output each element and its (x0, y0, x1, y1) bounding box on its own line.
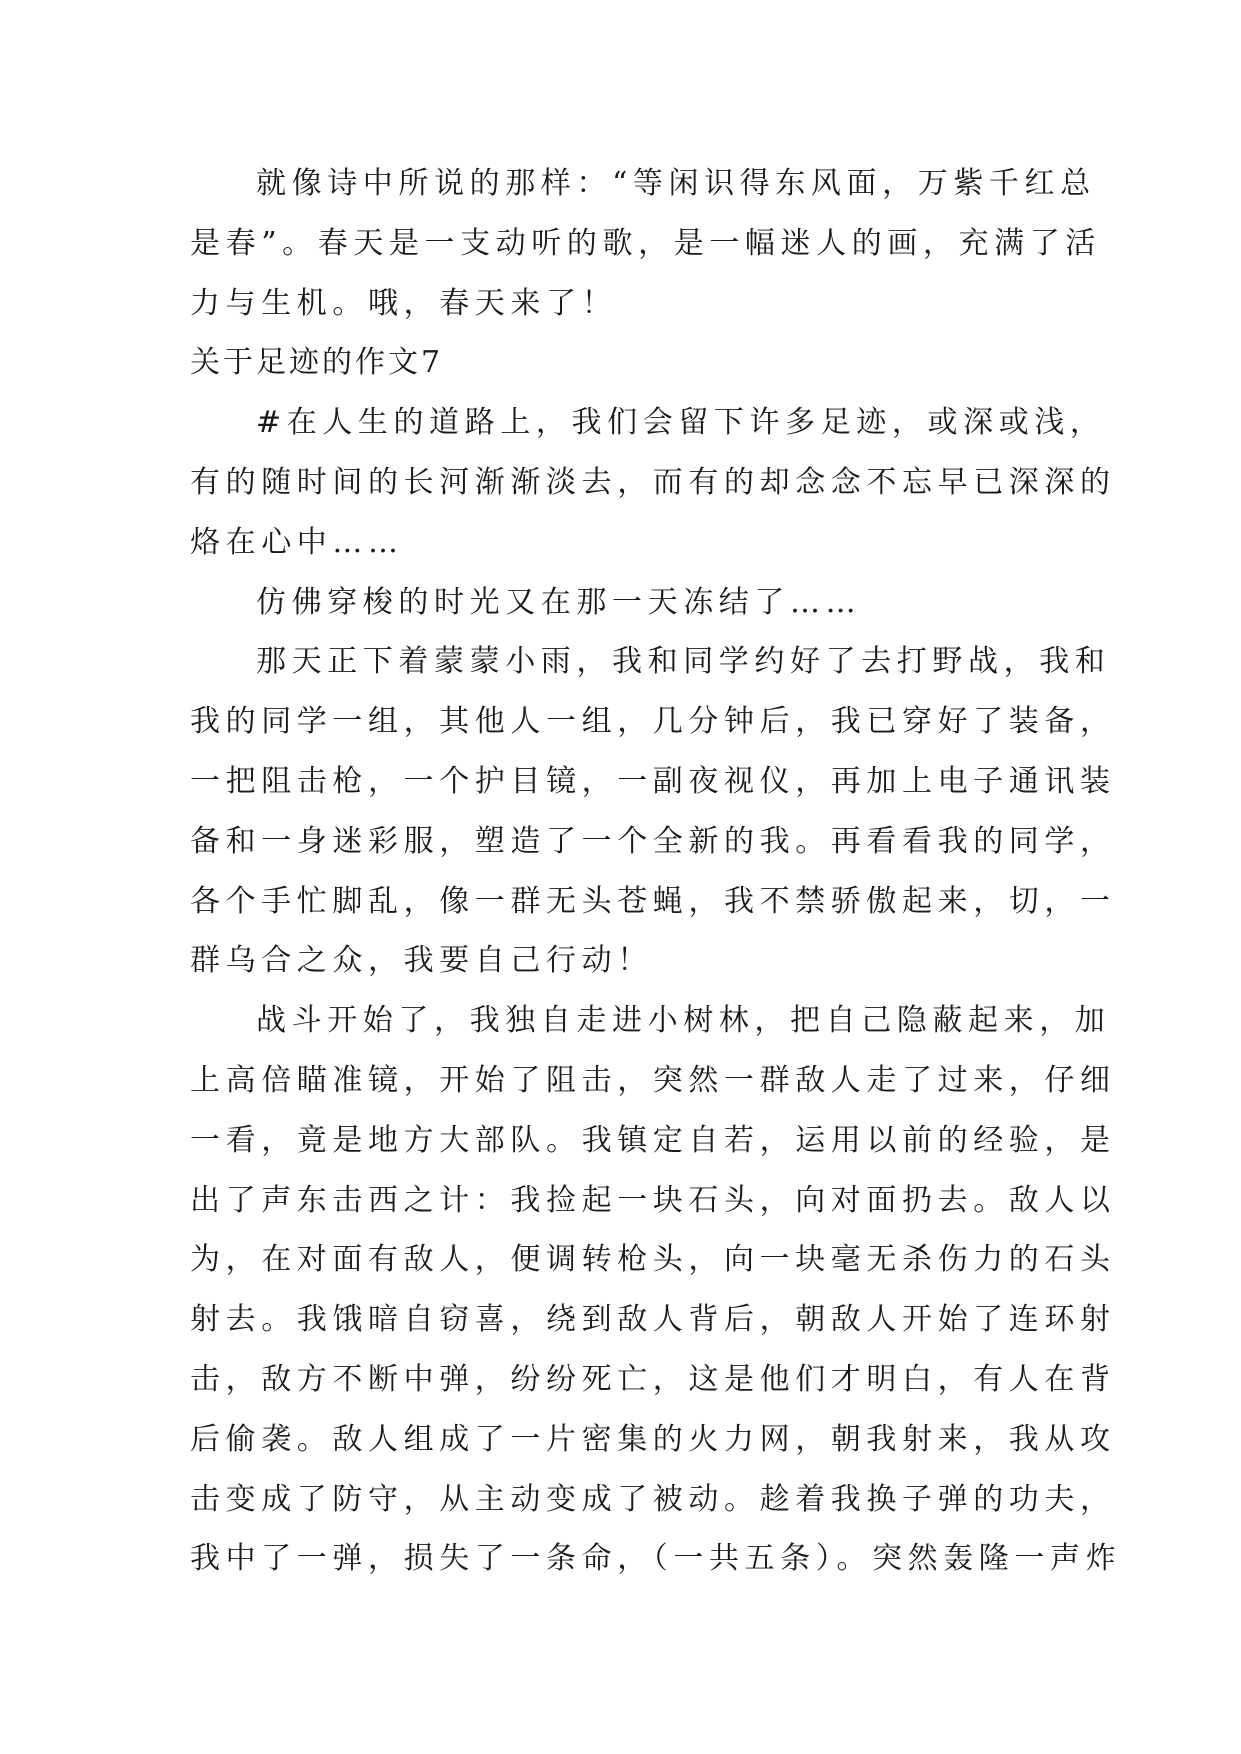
paragraph-line: 群乌合之众，我要自己行动！ (190, 943, 653, 979)
paragraph-line: 备和一身迷彩服，塑造了一个全新的我。再看看我的同学， (190, 823, 1116, 859)
paragraph-line: 就像诗中所说的那样：“等闲识得东风面，万紫千红总 (256, 166, 1096, 201)
paragraph-line: 出了声东击西之计：我捡起一块石头，向对面扔去。敌人以 (190, 1182, 1116, 1218)
paragraph-line: 一把阻击枪，一个护目镜，一副夜视仪，再加上电子通讯装 (190, 763, 1116, 799)
section-heading: 关于足迹的作文7 (190, 345, 444, 381)
paragraph-line: 我中了一弹，损失了一条命，（一共五条）。突然轰隆一声炸 (190, 1541, 1122, 1577)
paragraph-line: 那天正下着蒙蒙小雨，我和同学约好了去打野战，我和 (256, 644, 1111, 680)
paragraph-line: 是春”。春天是一支动听的歌，是一幅迷人的画，充满了活 (190, 225, 1101, 261)
paragraph-line: 击，敌方不断中弹，纷纷死亡，这是他们才明白，有人在背 (190, 1361, 1116, 1397)
paragraph-line: 烙在心中…… (190, 524, 404, 560)
paragraph-line: 各个手忙脚乱，像一群无头苍蝇，我不禁骄傲起来，切，一 (190, 883, 1116, 919)
paragraph-line: 仿佛穿梭的时光又在那一天冻结了…… (256, 584, 862, 620)
paragraph-line: 后偷袭。敌人组成了一片密集的火力网，朝我射来，我从攻 (190, 1421, 1116, 1457)
document-body (190, 154, 1122, 1589)
paragraph-line: 战斗开始了，我独自走进小树林，把自己隐蔽起来，加 (256, 1003, 1111, 1039)
paragraph-line: 我的同学一组，其他人一组，几分钟后，我已穿好了装备， (190, 704, 1116, 740)
paragraph-line: 击变成了防守，从主动变成了被动。趁着我换子弹的功夫， (190, 1481, 1116, 1517)
paragraph-line: 有的随时间的长河渐渐淡去，而有的却念念不忘早已深深的 (190, 464, 1116, 500)
paragraph-line: 上高倍瞄准镜，开始了阻击，突然一群敌人走了过来，仔细 (190, 1062, 1116, 1098)
paragraph-line: 力与生机。哦，春天来了！ (190, 285, 618, 321)
paragraph-line: 射去。我饿暗自窃喜，绕到敌人背后，朝敌人开始了连环射 (190, 1302, 1116, 1338)
paragraph-line: 为，在对面有敌人，便调转枪头，向一块毫无杀伤力的石头 (190, 1242, 1116, 1278)
paragraph-line: 一看，竟是地方大部队。我镇定自若，运用以前的经验，是 (190, 1122, 1116, 1158)
paragraph-line: #在人生的道路上，我们会留下许多足迹，或深或浅， (256, 405, 1106, 441)
